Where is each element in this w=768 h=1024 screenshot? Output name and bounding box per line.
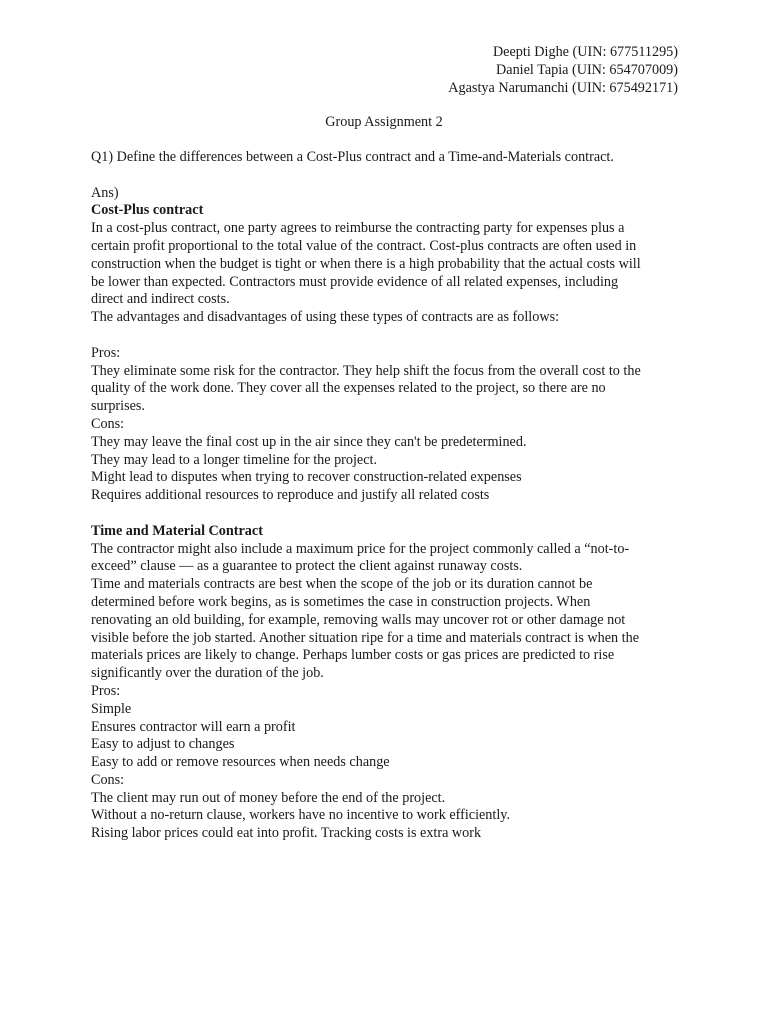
document-title: Group Assignment 2 bbox=[325, 114, 443, 130]
cost-plus-cons-line: They may lead to a longer timeline for the project. bbox=[91, 451, 378, 468]
time-material-pros-label: Pros: bbox=[91, 682, 121, 699]
time-material-description-line: significantly over the duration of the job. bbox=[91, 665, 324, 682]
cost-plus-heading: Cost-Plus contract bbox=[91, 202, 204, 219]
author-name: Deepti Dighe (UIN: 677511295) bbox=[492, 44, 678, 60]
time-material-description-line: visible before the job started. Another situation ripe for a time and materials contract is when the bbox=[91, 629, 640, 646]
cost-plus-description-line: In a cost-plus contract, one party agrees to reimburse the contracting party for expenses plus a bbox=[91, 220, 625, 237]
cost-plus-cons-line: Might lead to disputes when trying to recover construction-related expenses bbox=[91, 469, 522, 486]
time-material-cons-line: Without a no-return clause, workers have no incentive to work efficiently. bbox=[91, 807, 511, 824]
spacer bbox=[91, 505, 681, 523]
time-material-cons-line: Rising labor prices could eat into profit. Tracking costs is extra work bbox=[91, 825, 482, 842]
author-name: Agastya Narumanchi (UIN: 675492171) bbox=[448, 79, 678, 96]
time-material-pros-line: Ensures contractor will earn a profit bbox=[91, 718, 296, 735]
cost-plus-description-line: construction when the budget is tight or when there is a high probability that the actual costs will bbox=[91, 255, 641, 272]
answer-label: Ans) bbox=[91, 184, 119, 201]
author-name: Daniel Tapia (UIN: 654707009) bbox=[496, 61, 678, 78]
cost-plus-description-line: be lower than expected. Contractors must provide evidence of all related expenses, including bbox=[91, 273, 619, 290]
time-material-description-line: materials prices are likely to change. Perhaps lumber costs or gas prices are predicted to rise bbox=[91, 647, 615, 664]
time-material-heading: Time and Material Contract bbox=[91, 522, 263, 539]
time-material-cons-line: The client may run out of money before the end of the project. bbox=[91, 789, 446, 806]
cost-plus-cons-line: They may leave the final cost up in the air since they can't be predetermined. bbox=[91, 433, 527, 450]
cost-plus-description-line: certain profit proportional to the total value of the contract. Cost-plus contracts are often used in bbox=[91, 237, 637, 254]
document-body bbox=[91, 149, 681, 843]
time-material-pros-line: Easy to add or remove resources when needs change bbox=[91, 754, 390, 771]
spacer bbox=[91, 167, 681, 185]
time-material-description-line: renovating an old building, for example, removing walls may uncover rot or other damage not bbox=[91, 611, 626, 628]
time-material-description-line: The contractor might also include a maximum price for the project commonly called a “not-to- bbox=[91, 540, 630, 557]
time-material-cons-label: Cons: bbox=[91, 771, 125, 788]
time-material-description-line: exceed” clause — as a guarantee to protect the client against runaway costs. bbox=[91, 558, 523, 575]
cost-plus-pros-line: surprises. bbox=[91, 398, 145, 415]
cost-plus-description-line: The advantages and disadvantages of using these types of contracts are as follows: bbox=[91, 309, 560, 326]
time-material-pros-line: Easy to adjust to changes bbox=[91, 736, 235, 753]
time-material-description-line: Time and materials contracts are best when the scope of the job or its duration cannot be bbox=[91, 576, 593, 593]
time-material-description-line: determined before work begins, as is sometimes the case in construction projects. When bbox=[91, 593, 591, 610]
cost-plus-description-line: direct and indirect costs. bbox=[91, 291, 230, 308]
time-material-pros-line: Simple bbox=[91, 700, 132, 717]
cost-plus-pros-label: Pros: bbox=[91, 344, 121, 361]
cost-plus-pros-line: quality of the work done. They cover all the expenses related to the project, so there are no bbox=[91, 380, 606, 397]
cost-plus-pros-line: They eliminate some risk for the contractor. They help shift the focus from the overall cost to the bbox=[91, 362, 641, 379]
question-text: Q1) Define the differences between a Cost-Plus contract and a Time-and-Materials contract. bbox=[91, 149, 614, 165]
cost-plus-cons-label: Cons: bbox=[91, 415, 125, 432]
author-block bbox=[448, 44, 678, 97]
cost-plus-cons-line: Requires additional resources to reproduce and justify all related costs bbox=[91, 487, 490, 504]
spacer bbox=[91, 327, 681, 345]
